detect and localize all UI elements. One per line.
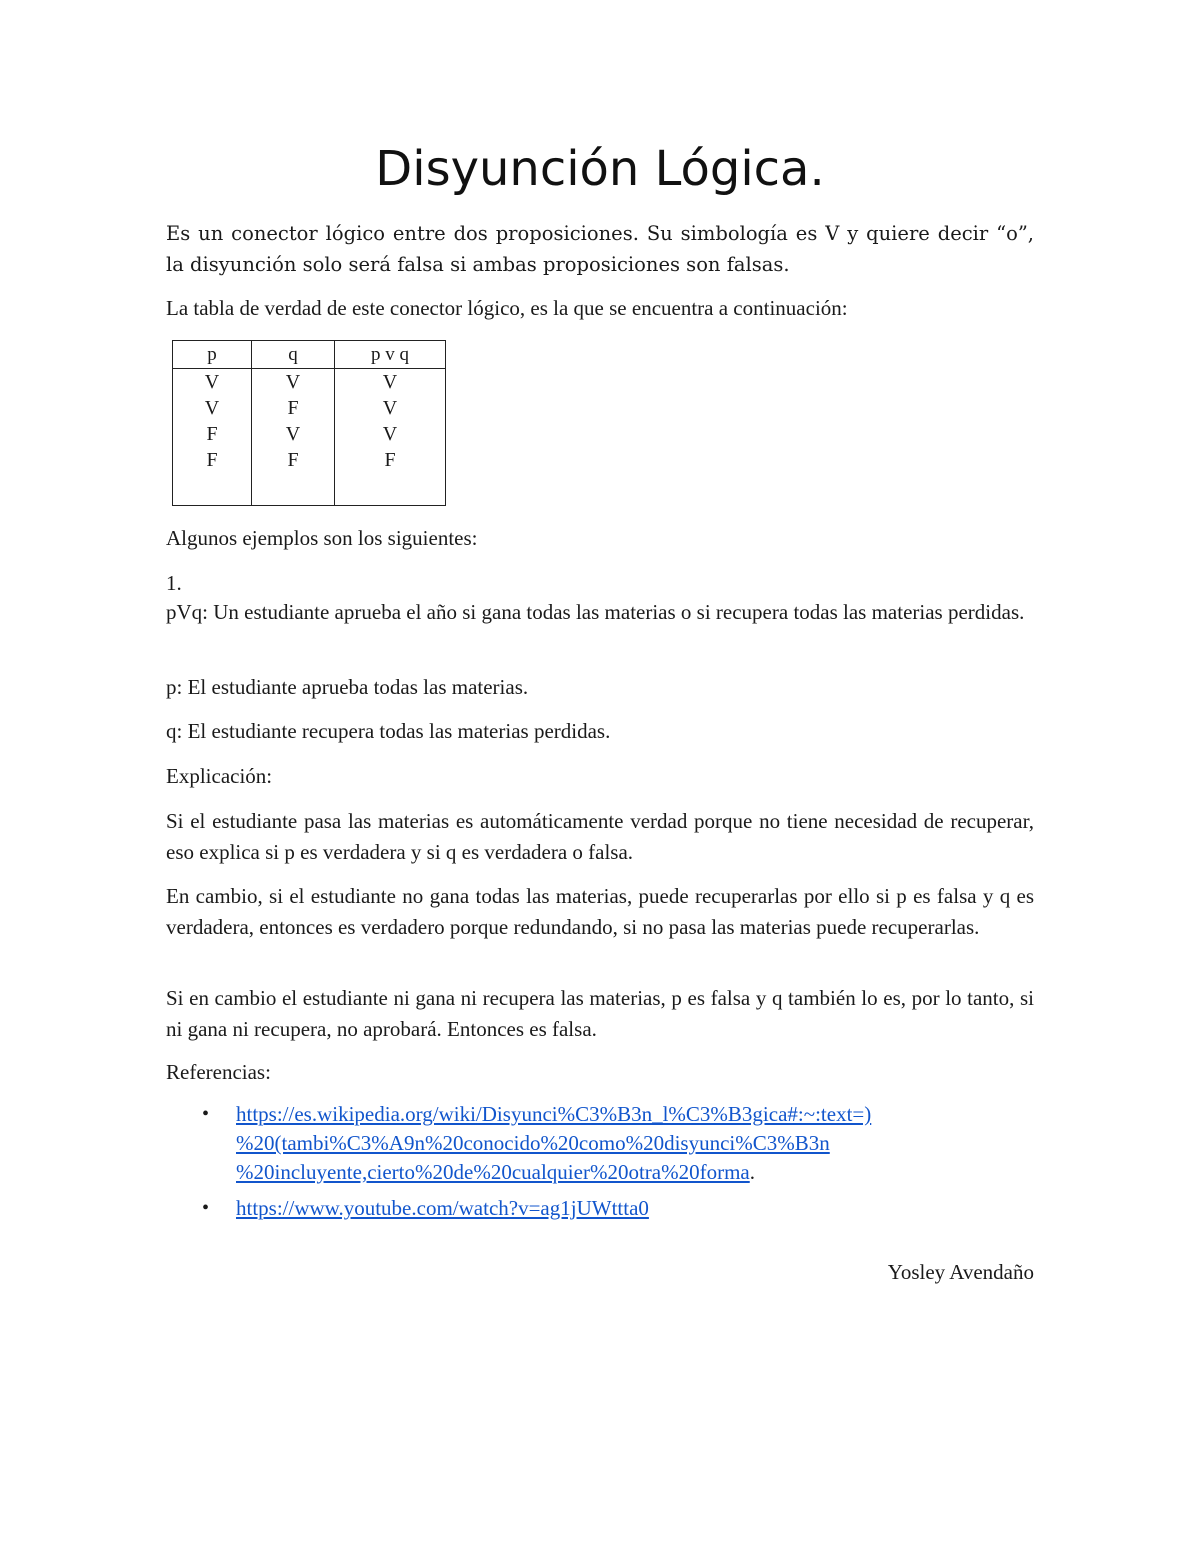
page-title: Disyunción Lógica. bbox=[375, 141, 825, 197]
list-item bbox=[166, 1194, 1034, 1223]
table-cell: V bbox=[252, 369, 335, 396]
explanation-paragraph: Si el estudiante pasa las materias es automáticamente verdad porque no tiene necesidad de recuperar, eso explica si p es verdadera y si q es verdadera o falsa. bbox=[166, 809, 1034, 864]
example-number: 1. bbox=[166, 571, 182, 595]
table-cell-empty bbox=[173, 473, 252, 506]
table-cell: V bbox=[173, 369, 252, 396]
table-cell-empty bbox=[335, 473, 446, 506]
truth-table-header bbox=[173, 341, 446, 369]
table-cell: V bbox=[335, 369, 446, 396]
example-statement: pVq: Un estudiante aprueba el año si gana todas las materias o si recupera todas las materias perdidas. bbox=[166, 600, 1025, 624]
examples-intro: Algunos ejemplos son los siguientes: bbox=[166, 526, 478, 550]
table-cell: V bbox=[335, 421, 446, 447]
link-line: %20incluyente,cierto%20de%20cualquier%20otra%20forma bbox=[236, 1160, 750, 1184]
table-row bbox=[173, 395, 446, 421]
bullet-icon: • bbox=[202, 1103, 210, 1125]
proposition-q: q: El estudiante recupera todas las materias perdidas. bbox=[166, 719, 611, 743]
table-row bbox=[173, 421, 446, 447]
table-cell: V bbox=[335, 395, 446, 421]
proposition-p: p: El estudiante aprueba todas las materias. bbox=[166, 675, 529, 699]
table-row bbox=[173, 447, 446, 473]
link-trailing-period: . bbox=[749, 1160, 755, 1184]
table-cell: F bbox=[173, 447, 252, 473]
table-row bbox=[173, 369, 446, 396]
bullet-icon: • bbox=[202, 1197, 210, 1219]
table-cell: F bbox=[335, 447, 446, 473]
link-line: https://es.wikipedia.org/wiki/Disyunci%C3%B3n_l%C3%B3gica#:~:text=) bbox=[236, 1102, 872, 1126]
header-q: q bbox=[252, 341, 335, 369]
link-line: %20(tambi%C3%A9n%20conocido%20como%20disyunci%C3%B3n bbox=[236, 1131, 830, 1155]
header-p-or-q: p v q bbox=[335, 341, 446, 369]
author-signature: Yosley Avendaño bbox=[887, 1260, 1034, 1284]
list-item bbox=[166, 1100, 1034, 1187]
table-intro: La tabla de verdad de este conector lógico, es la que se encuentra a continuación: bbox=[166, 296, 848, 320]
table-cell: F bbox=[252, 447, 335, 473]
reference-link-youtube[interactable]: https://www.youtube.com/watch?v=ag1jUWttta0 bbox=[236, 1196, 649, 1220]
intro-paragraph: Es un conector lógico entre dos proposiciones. Su simbología es V y quiere decir “o”, la disyunción solo será falsa si ambas proposiciones son falsas. bbox=[166, 222, 1034, 276]
table-cell: F bbox=[252, 395, 335, 421]
header-p: p bbox=[173, 341, 252, 369]
table-cell: F bbox=[173, 421, 252, 447]
truth-table bbox=[172, 340, 446, 506]
references-list bbox=[166, 1100, 1034, 1230]
table-cell-empty bbox=[252, 473, 335, 506]
reference-link-wikipedia[interactable] bbox=[236, 1102, 871, 1184]
references-label: Referencias: bbox=[166, 1060, 271, 1084]
explanation-paragraph: En cambio, si el estudiante no gana todas las materias, puede recuperarlas por ello si p es falsa y q es verdadera, entonces es verdadero porque redundando, si no pasa las materias puede recuperarlas. bbox=[166, 884, 1034, 939]
table-empty-row bbox=[173, 473, 446, 506]
table-cell: V bbox=[252, 421, 335, 447]
table-cell: V bbox=[173, 395, 252, 421]
explanation-paragraph: Si en cambio el estudiante ni gana ni recupera las materias, p es falsa y q también lo es, por lo tanto, si ni gana ni recupera, no aprobará. Entonces es falsa. bbox=[166, 986, 1034, 1041]
explanation-label: Explicación: bbox=[166, 764, 273, 788]
